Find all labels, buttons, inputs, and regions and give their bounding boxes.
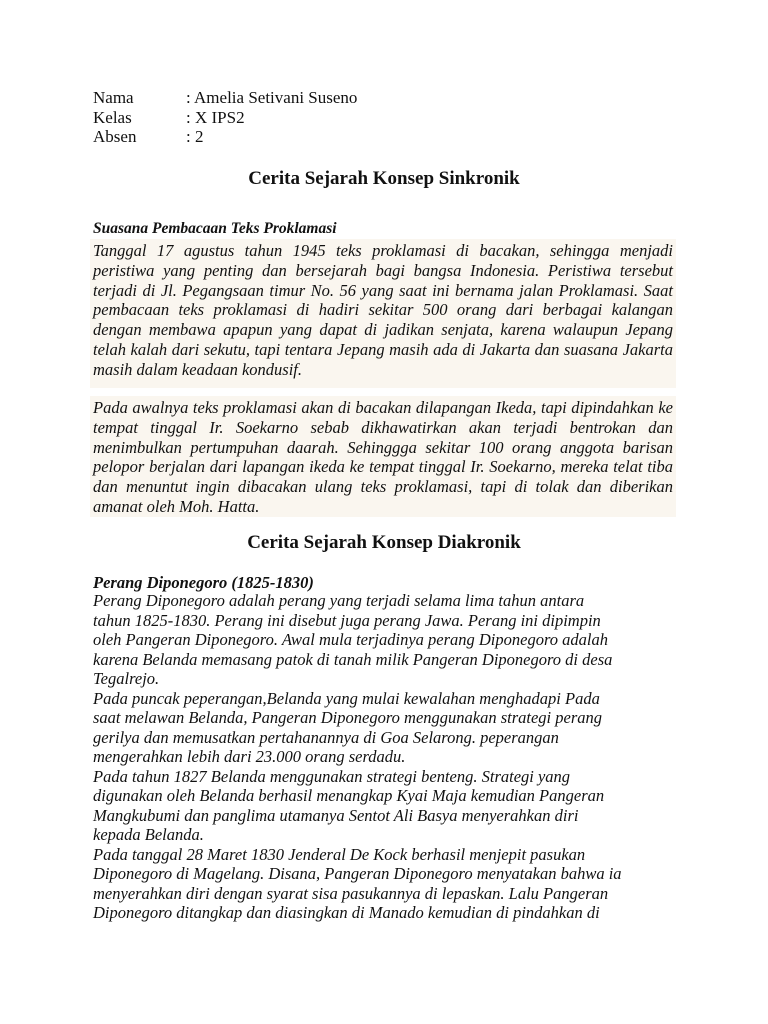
body-line: saat melawan Belanda, Pangeran Diponegoro menggunakan strategi perang bbox=[93, 708, 603, 727]
info-label: Absen bbox=[93, 127, 137, 146]
info-label: Nama bbox=[93, 88, 134, 107]
body-line: Pada tanggal 28 Maret 1830 Jenderal De Kock berhasil menjepit pasukan bbox=[93, 844, 586, 864]
body-line: Perang Diponegoro adalah perang yang terjadi selama lima tahun antara bbox=[93, 591, 585, 610]
body-line: Tegalrejo. bbox=[93, 669, 160, 688]
body-line: Pada tahun 1827 Belanda menggunakan strategi benteng. Strategi yang bbox=[93, 766, 571, 786]
info-row-absen bbox=[93, 127, 357, 147]
section1-paragraph-1: Tanggal 17 agustus tahun 1945 teks proklamasi di bacakan, sehingga menjadi peristiwa yang penting dan bersejarah bagi bangsa Indonesia. Peristiwa tersebut terjadi di Jl. Pegangsaan timur No. 56 yang saat ini bernama jalan Proklamasi. Saat pembacaan teks proklamasi di hadiri sekitar 500 orang dari berbagai kalangan dengan membawa apapun yang dapat di jadikan senjata, karena walaupun Jepang telah kalah dari sekutu, tapi tentara Jepang masih ada di Jakarta dan suasana Jakarta masih dalam keadaan kondusif. bbox=[93, 241, 673, 379]
body-line: digunakan oleh Belanda berhasil menangkap Kyai Maja kemudian Pangeran bbox=[93, 786, 605, 805]
student-info bbox=[93, 88, 357, 147]
info-value: : 2 bbox=[186, 127, 204, 146]
info-value: : X IPS2 bbox=[186, 107, 245, 127]
section1-title: Cerita Sejarah Konsep Sinkronik bbox=[248, 168, 520, 189]
info-label: Kelas bbox=[93, 107, 132, 127]
section2-subtitle: Perang Diponegoro (1825-1830) bbox=[93, 573, 314, 592]
body-line: Pada puncak peperangan,Belanda yang mulai kewalahan menghadapi Pada bbox=[93, 688, 600, 708]
section2-body bbox=[93, 591, 683, 923]
body-line: gerilya dan memusatkan pertahanannya di Goa Selarong. peperangan bbox=[93, 727, 559, 747]
info-row-kelas bbox=[93, 108, 357, 128]
body-line: mengerahkan lebih dari 23.000 orang serdadu. bbox=[93, 747, 406, 766]
body-line: menyerahkan diri dengan syarat sisa pasukannya di lepaskan. Lalu Pangeran bbox=[93, 883, 609, 903]
body-line: oleh Pangeran Diponegoro. Awal mula terjadinya perang Diponegoro adalah bbox=[93, 630, 608, 649]
section2-title: Cerita Sejarah Konsep Diakronik bbox=[247, 532, 521, 553]
section1-paragraph-2: Pada awalnya teks proklamasi akan di bacakan dilapangan Ikeda, tapi dipindahkan ke tempat tinggal Ir. Soekarno sebab dikhawatirkan akan terjadi bentrokan dan menimbulkan pertumpuhan daarah. Sehinggga sekitar 100 orang anggota barisan pelopor berjalan dari lapangan ikeda ke tempat tinggal Ir. Soekarno, mereka telat tiba dan menuntut ingin dibacakan ulang teks proklamasi, tapi di tolak dan diberikan amanat oleh Moh. Hatta. bbox=[93, 398, 673, 516]
body-line: Diponegoro di Magelang. Disana, Pangeran Diponegoro menyatakan bahwa ia bbox=[93, 864, 622, 883]
body-line: Mangkubumi dan panglima utamanya Sentot Ali Basya menyerahkan diri bbox=[93, 805, 579, 825]
body-line: kepada Belanda. bbox=[93, 825, 204, 844]
body-line: karena Belanda memasang patok di tanah milik Pangeran Diponegoro di desa bbox=[93, 649, 613, 669]
info-row-nama bbox=[93, 88, 357, 108]
section1-subtitle: Suasana Pembacaan Teks Proklamasi bbox=[93, 220, 337, 237]
body-line: Diponegoro ditangkap dan diasingkan di Manado kemudian di pindahkan di bbox=[93, 903, 600, 922]
info-value: : Amelia Setivani Suseno bbox=[186, 88, 358, 107]
body-line: tahun 1825-1830. Perang ini disebut juga perang Jawa. Perang ini dipimpin bbox=[93, 610, 601, 630]
